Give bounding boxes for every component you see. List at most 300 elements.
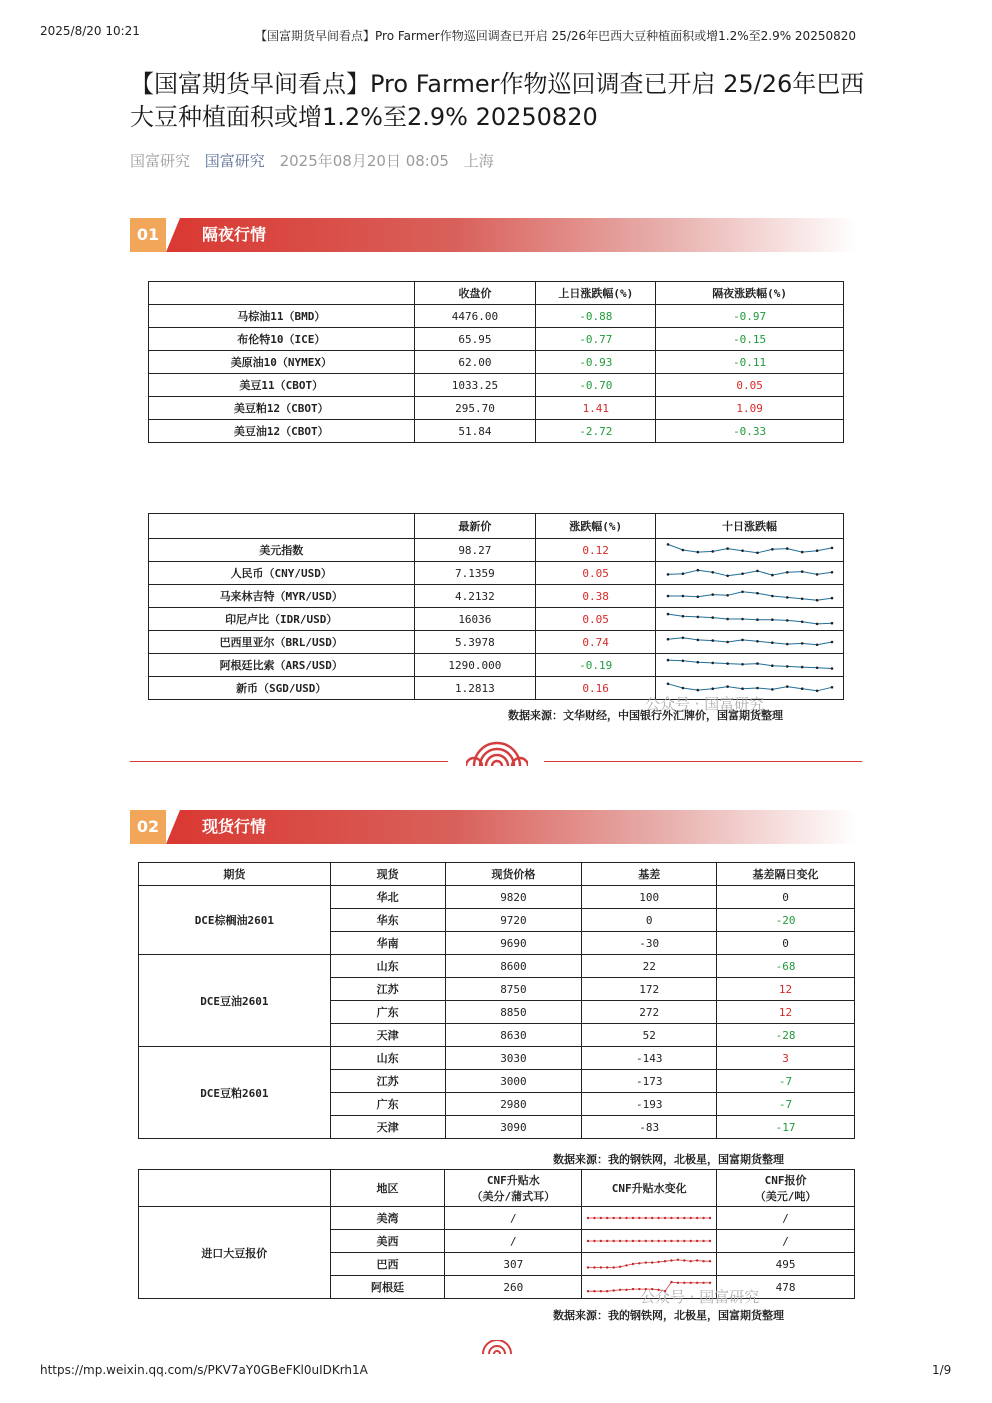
quote-unit: （美元/吨） [754, 1190, 817, 1203]
table-row [139, 886, 855, 909]
spot-region: 江苏 [330, 978, 445, 1001]
overnight-change: -0.33 [656, 420, 844, 443]
premium-change-point [690, 1260, 692, 1262]
sparkline-point [666, 595, 669, 598]
premium-change-point [600, 1240, 602, 1242]
sparkline-point [815, 690, 818, 693]
sparkline-point [771, 595, 774, 598]
close-price: 1033.25 [414, 374, 536, 397]
cnf-quote: / [717, 1230, 855, 1253]
sparkline-point [741, 639, 744, 642]
prev-day-change: -0.88 [536, 305, 656, 328]
premium-change-point [658, 1217, 660, 1219]
cloud-ornament-icon [481, 1340, 513, 1354]
premium-change-point [677, 1240, 679, 1242]
premium-change-point [709, 1282, 711, 1284]
premium-change-point [709, 1260, 711, 1262]
spot-region: 山东 [330, 955, 445, 978]
premium-change-point [670, 1281, 672, 1283]
premium-change-point [651, 1240, 653, 1242]
sparkline-point [666, 543, 669, 546]
header-cell: 地区 [330, 1170, 445, 1207]
currency-name: 新币（SGD/USD） [149, 677, 415, 700]
table-header-row [139, 1170, 855, 1207]
article-title: 【国富期货早间看点】Pro Farmer作物巡回调查已开启 25/26年巴西大豆种植面积或增1.2%至2.9% 20250820 [130, 70, 865, 131]
spot-price: 3000 [445, 1070, 582, 1093]
table-row [149, 420, 844, 443]
import-soybean-label: 进口大豆报价 [139, 1207, 331, 1299]
sparkline-point [785, 596, 788, 599]
sparkline-point [771, 688, 774, 691]
spot-price: 3030 [445, 1047, 582, 1070]
sparkline-point [771, 641, 774, 644]
sparkline-point [800, 666, 803, 669]
premium-change-chart [585, 1209, 713, 1227]
prev-day-change: -0.70 [536, 374, 656, 397]
sparkline-point [741, 618, 744, 621]
sparkline-point [785, 665, 788, 668]
sparkline-point [800, 570, 803, 573]
spot-region: 天津 [330, 1024, 445, 1047]
pct-change: 0.05 [536, 562, 656, 585]
premium-change-point [651, 1217, 653, 1219]
pct-change: 0.38 [536, 585, 656, 608]
spot-region: 华北 [330, 886, 445, 909]
ten-day-sparkline [664, 610, 836, 628]
table-row [149, 631, 844, 654]
table-header-row [149, 282, 844, 305]
sparkline-point [830, 571, 833, 574]
spot-region: 华东 [330, 909, 445, 932]
premium-change-point [613, 1217, 615, 1219]
spot-price: 9720 [445, 909, 582, 932]
table-row [149, 328, 844, 351]
sparkline-point [696, 595, 699, 598]
data-source: 数据来源：文华财经，中国银行外汇牌价，国富期货整理 [508, 709, 783, 722]
cnf-premium: 307 [445, 1253, 582, 1276]
data-source: 数据来源：我的钢铁网，北极星，国富期货整理 [553, 1153, 784, 1166]
sparkline-point [785, 685, 788, 688]
header-cell [445, 1170, 582, 1207]
spot-price: 8630 [445, 1024, 582, 1047]
basis-value: -173 [582, 1070, 717, 1093]
premium-change-point [670, 1240, 672, 1242]
data-source: 数据来源：我的钢铁网，北极星，国富期货整理 [553, 1309, 784, 1322]
latest-price: 16036 [414, 608, 536, 631]
premium-change-point [587, 1217, 589, 1219]
sparkline-point [830, 597, 833, 600]
sparkline-point [666, 659, 669, 662]
section-banner-overnight [130, 218, 858, 252]
sparkline-point [756, 592, 759, 595]
overnight-change: -0.15 [656, 328, 844, 351]
premium-change-point [664, 1240, 666, 1242]
sparkline-point [756, 618, 759, 621]
spot-price: 8750 [445, 978, 582, 1001]
latest-price: 1.2813 [414, 677, 536, 700]
table-row [139, 1207, 855, 1230]
print-url: https://mp.weixin.qq.com/s/PKV7aY0GBeFKl0uIDKrh1A [40, 1363, 368, 1377]
premium-change-point [677, 1217, 679, 1219]
watermark: 公众号 · 国富研究 [645, 695, 765, 713]
sparkline-point [741, 663, 744, 666]
table-row [139, 1047, 855, 1070]
premium-change-point [600, 1217, 602, 1219]
premium-change-chart-cell [582, 1207, 717, 1230]
table-header-row [139, 863, 855, 886]
sparkline-point [741, 572, 744, 575]
header-cell [717, 1170, 855, 1207]
sparkline-line [668, 684, 832, 691]
origin-region: 美湾 [330, 1207, 445, 1230]
premium-change-point [626, 1240, 628, 1242]
premium-change-point [709, 1217, 711, 1219]
table-row [149, 539, 844, 562]
futures-contract: DCE豆油2601 [139, 955, 331, 1047]
sparkline-point [711, 616, 714, 619]
instrument-name: 美原油10（NYMEX） [149, 351, 415, 374]
header-cell: 期货 [139, 863, 331, 886]
sparkline-cell [656, 562, 844, 585]
prev-day-change: -0.77 [536, 328, 656, 351]
sparkline-point [696, 551, 699, 554]
table-row [149, 351, 844, 374]
origin-region: 巴西 [330, 1253, 445, 1276]
origin-region: 美西 [330, 1230, 445, 1253]
premium-change-point [619, 1289, 621, 1291]
origin-region: 阿根廷 [330, 1276, 445, 1299]
cnf-premium: / [445, 1230, 582, 1253]
sparkline-point [726, 641, 729, 644]
sparkline-point [726, 685, 729, 688]
sparkline-point [756, 662, 759, 665]
basis-change: -7 [717, 1070, 855, 1093]
currency-name: 人民币（CNY/USD） [149, 562, 415, 585]
sparkline-line [668, 544, 832, 552]
sparkline-point [800, 642, 803, 645]
currency-name: 巴西里亚尔（BRL/USD） [149, 631, 415, 654]
premium-change-point [619, 1217, 621, 1219]
basis-change: -20 [717, 909, 855, 932]
header-cell [139, 1170, 331, 1207]
ten-day-sparkline [664, 541, 836, 559]
sparkline-point [785, 619, 788, 622]
ten-day-sparkline [664, 587, 836, 605]
pct-change: 0.16 [536, 677, 656, 700]
sparkline-point [815, 549, 818, 552]
sparkline-line [668, 660, 832, 668]
premium-change-point [677, 1259, 679, 1261]
sparkline-cell [656, 654, 844, 677]
premium-change-point [593, 1290, 595, 1292]
table-row [149, 305, 844, 328]
close-price: 4476.00 [414, 305, 536, 328]
latest-price: 98.27 [414, 539, 536, 562]
section-number: 02 [130, 810, 166, 844]
sparkline-point [771, 574, 774, 577]
sparkline-point [666, 573, 669, 576]
soybean-import-table [138, 1169, 855, 1299]
divider-line-right [544, 761, 862, 762]
close-price: 65.95 [414, 328, 536, 351]
sparkline-point [741, 687, 744, 690]
cnf-quote: 495 [717, 1253, 855, 1276]
sparkline-point [756, 640, 759, 643]
premium-change-point [632, 1217, 634, 1219]
sparkline-point [800, 598, 803, 601]
header-cell: CNF升贴水变化 [582, 1170, 717, 1207]
premium-change-point [606, 1266, 608, 1268]
premium-change-chart-cell [582, 1230, 717, 1253]
currency-name: 美元指数 [149, 539, 415, 562]
account-link[interactable]: 国富研究 [204, 152, 265, 170]
header-cell: 隔夜涨跌幅(%) [656, 282, 844, 305]
sparkline-point [800, 687, 803, 690]
sparkline-point [785, 547, 788, 550]
basis-value: -30 [582, 932, 717, 955]
header-cell: 现货价格 [445, 863, 582, 886]
table-header-row [149, 514, 844, 539]
sparkline-cell [656, 631, 844, 654]
basis-change: -7 [717, 1093, 855, 1116]
header-cell: 收盘价 [414, 282, 536, 305]
sparkline-point [756, 570, 759, 573]
pct-change: -0.19 [536, 654, 656, 677]
premium-change-point [696, 1217, 698, 1219]
spot-region: 天津 [330, 1116, 445, 1139]
premium-change-point [619, 1240, 621, 1242]
premium-change-point [696, 1282, 698, 1284]
premium-change-point [683, 1282, 685, 1284]
futures-contract: DCE豆粕2601 [139, 1047, 331, 1139]
sparkline-line [668, 570, 832, 576]
table-row [149, 585, 844, 608]
premium-change-point [703, 1260, 705, 1262]
basis-change: -28 [717, 1024, 855, 1047]
premium-change-point [709, 1240, 711, 1242]
latest-price: 4.2132 [414, 585, 536, 608]
premium-change-point [677, 1282, 679, 1284]
table-row [139, 955, 855, 978]
sparkline-point [830, 686, 833, 689]
sparkline-point [726, 594, 729, 597]
header-cell: 基差 [582, 863, 717, 886]
cnf-quote: 478 [717, 1276, 855, 1299]
print-date: 2025/8/20 10:21 [40, 24, 140, 38]
premium-change-point [638, 1262, 640, 1264]
sparkline-point [681, 595, 684, 598]
currency-name: 阿根廷比索（ARS/USD） [149, 654, 415, 677]
premium-change-point [606, 1217, 608, 1219]
sparkline-point [726, 547, 729, 550]
basis-value: 100 [582, 886, 717, 909]
premium-change-point [658, 1261, 660, 1263]
sparkline-point [696, 639, 699, 642]
sparkline-point [815, 644, 818, 647]
sparkline-point [771, 548, 774, 551]
premium-change-point [600, 1266, 602, 1268]
premium-change-point [593, 1240, 595, 1242]
header-cell: 上日涨跌幅(%) [536, 282, 656, 305]
ten-day-sparkline [664, 656, 836, 674]
sparkline-point [726, 618, 729, 621]
premium-change-point [593, 1266, 595, 1268]
spot-region: 广东 [330, 1093, 445, 1116]
basis-value: 52 [582, 1024, 717, 1047]
premium-change-point [664, 1260, 666, 1262]
currency-name: 印尼卢比（IDR/USD） [149, 608, 415, 631]
premium-change-chart [585, 1255, 713, 1273]
table-row [149, 397, 844, 420]
premium-change-point [664, 1217, 666, 1219]
sparkline-cell [656, 608, 844, 631]
banner-divider [166, 810, 180, 844]
spot-basis-table [138, 862, 855, 1139]
sparkline-point [741, 549, 744, 552]
sparkline-point [696, 661, 699, 664]
section-banner-spot [130, 810, 858, 844]
spot-price: 2980 [445, 1093, 582, 1116]
table-row [149, 374, 844, 397]
currency-name: 马来林吉特（MYR/USD） [149, 585, 415, 608]
premium-change-point [613, 1289, 615, 1291]
sparkline-point [681, 572, 684, 575]
sparkline-point [696, 616, 699, 619]
basis-value: -143 [582, 1047, 717, 1070]
sparkline-point [815, 599, 818, 602]
premium-header: CNF升贴水 [486, 1174, 540, 1187]
premium-change-point [638, 1217, 640, 1219]
table-row [149, 654, 844, 677]
sparkline-point [696, 569, 699, 572]
sparkline-point [741, 591, 744, 594]
pct-change: 0.05 [536, 608, 656, 631]
sparkline-point [711, 550, 714, 553]
spot-region: 华南 [330, 932, 445, 955]
premium-change-point [690, 1217, 692, 1219]
sparkline-cell [656, 539, 844, 562]
overnight-change: 1.09 [656, 397, 844, 420]
sparkline-point [666, 638, 669, 641]
premium-change-chart [585, 1232, 713, 1250]
sparkline-point [681, 687, 684, 690]
futures-contract: DCE棕榈油2601 [139, 886, 331, 955]
table-row [149, 608, 844, 631]
overnight-change: 0.05 [656, 374, 844, 397]
sparkline-point [711, 639, 714, 642]
sparkline-point [666, 613, 669, 616]
basis-value: 0 [582, 909, 717, 932]
sparkline-point [726, 662, 729, 665]
premium-change-point [696, 1259, 698, 1261]
premium-change-point [645, 1240, 647, 1242]
prev-day-change: -0.93 [536, 351, 656, 374]
sparkline-point [785, 643, 788, 646]
premium-change-point [587, 1266, 589, 1268]
sparkline-point [681, 637, 684, 640]
ten-day-sparkline [664, 564, 836, 582]
premium-change-point [587, 1240, 589, 1242]
banner-divider [166, 218, 180, 252]
overnight-change: -0.97 [656, 305, 844, 328]
spot-price: 9690 [445, 932, 582, 955]
sparkline-point [800, 551, 803, 554]
sparkline-point [696, 689, 699, 692]
basis-change: 0 [717, 886, 855, 909]
sparkline-point [711, 571, 714, 574]
sparkline-point [830, 547, 833, 550]
spot-price: 9820 [445, 886, 582, 909]
sparkline-point [830, 641, 833, 644]
premium-change-point [626, 1217, 628, 1219]
article-meta [130, 150, 504, 171]
sparkline-point [830, 622, 833, 625]
latest-price: 5.3978 [414, 631, 536, 654]
sparkline-point [681, 660, 684, 663]
header-cell [149, 282, 415, 305]
basis-change: -68 [717, 955, 855, 978]
sparkline-line [668, 638, 832, 645]
basis-value: 172 [582, 978, 717, 1001]
sparkline-point [681, 549, 684, 552]
premium-change-point [606, 1240, 608, 1242]
premium-change-point [613, 1240, 615, 1242]
spot-price: 3090 [445, 1116, 582, 1139]
sparkline-point [771, 618, 774, 621]
premium-change-point [683, 1217, 685, 1219]
basis-change: 12 [717, 1001, 855, 1024]
table-row [149, 562, 844, 585]
premium-change-point [690, 1282, 692, 1284]
premium-change-point [632, 1240, 634, 1242]
cnf-premium: 260 [445, 1276, 582, 1299]
sparkline-point [711, 593, 714, 596]
latest-price: 7.1359 [414, 562, 536, 585]
premium-change-point [619, 1266, 621, 1268]
publish-location: 上海 [463, 152, 494, 170]
sparkline-point [681, 615, 684, 618]
close-price: 51.84 [414, 420, 536, 443]
spot-region: 广东 [330, 1001, 445, 1024]
premium-change-point [626, 1289, 628, 1291]
premium-change-point [696, 1240, 698, 1242]
sparkline-point [726, 575, 729, 578]
basis-change: 0 [717, 932, 855, 955]
premium-change-point [645, 1261, 647, 1263]
basis-value: -83 [582, 1116, 717, 1139]
premium-change-point [600, 1290, 602, 1292]
premium-change-point [632, 1263, 634, 1265]
latest-price: 1290.000 [414, 654, 536, 677]
premium-change-chart-cell [582, 1253, 717, 1276]
sparkline-point [756, 552, 759, 555]
spot-region: 山东 [330, 1047, 445, 1070]
basis-change: 3 [717, 1047, 855, 1070]
sparkline-point [815, 623, 818, 626]
premium-change-point [651, 1261, 653, 1263]
article-author: 国富研究 [130, 152, 191, 170]
section-title: 隔夜行情 [202, 225, 267, 244]
spot-region: 江苏 [330, 1070, 445, 1093]
instrument-name: 美豆油12（CBOT） [149, 420, 415, 443]
print-title: 【国富期货早间看点】Pro Farmer作物巡回调查已开启 25/26年巴西大豆种植面积或增1.2%至2.9% 20250820 [255, 29, 856, 43]
sparkline-line [668, 614, 832, 624]
instrument-name: 马棕油11（BMD） [149, 305, 415, 328]
cnf-quote: / [717, 1207, 855, 1230]
premium-change-point [632, 1288, 634, 1290]
section-number: 01 [130, 218, 166, 252]
basis-change: 12 [717, 978, 855, 1001]
